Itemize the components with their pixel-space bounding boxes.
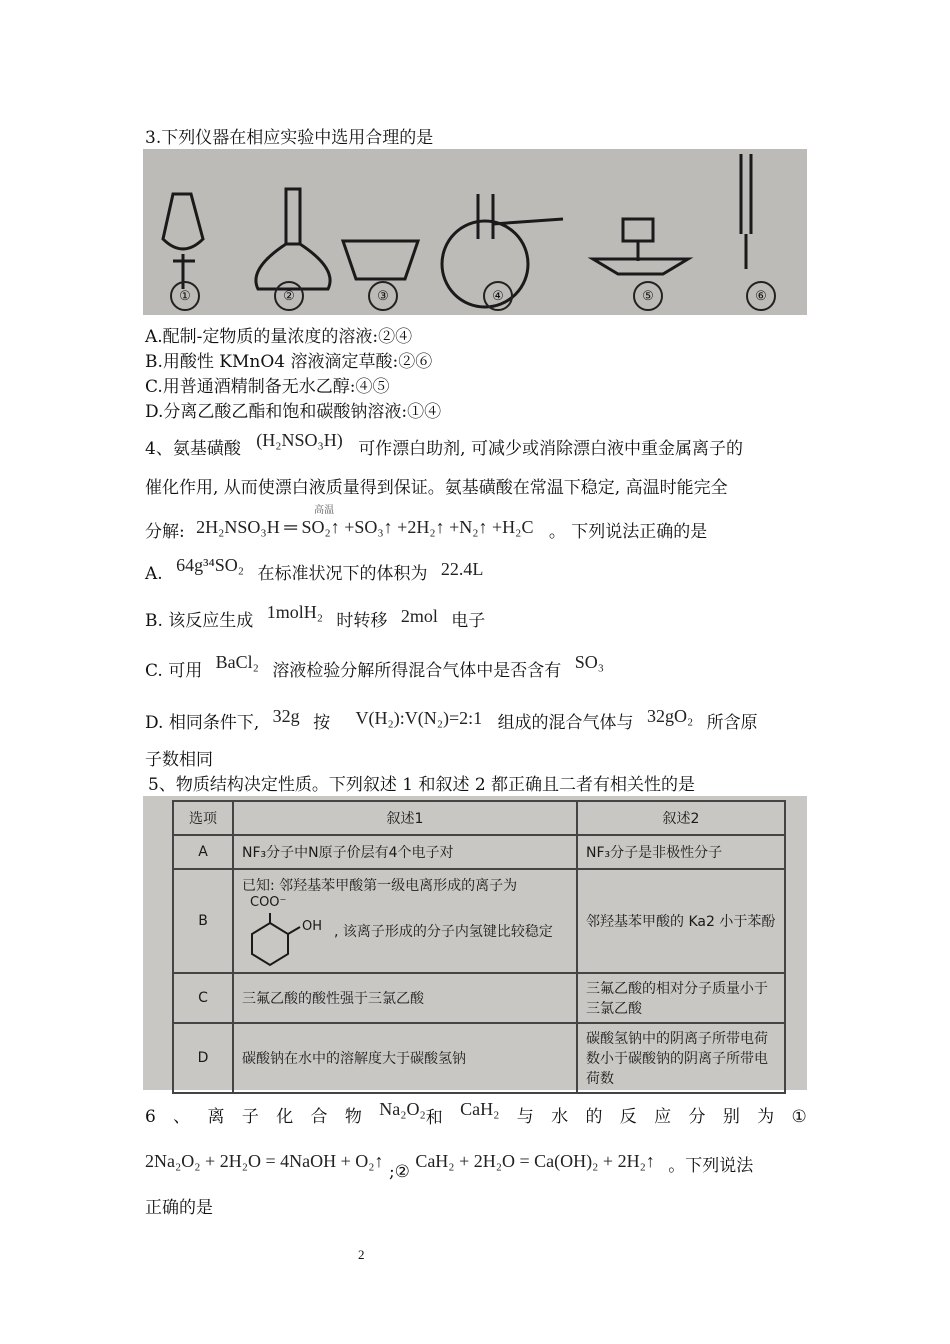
apparatus-drawing [143,149,807,315]
row-d-option: D [173,1023,233,1093]
q4-option-a-text: 在标准状况下的体积为 [257,564,428,584]
q4-option-d-text: 按 [313,713,331,733]
q4-option-d-line2: 子数相同 [145,750,213,770]
q6-char: 的 [585,1107,603,1127]
q6-char: 别 [722,1107,740,1127]
q6-char: 6 [145,1107,156,1127]
q4-option-a [145,555,484,585]
q4-option-c [145,652,605,682]
q4-line3-suffix: 。 下列说法正确的是 [548,522,708,542]
q4-option-a-label: A. [145,564,163,584]
q4-option-c-value: SO₃ [574,652,605,672]
q6-char: 离 [207,1107,225,1127]
row-a-statement-2: NF₃分子是非极性分子 [577,835,785,869]
q4-stem-b: 可作漂白助剂, 可减少或消除漂白液中重金属离子的 [358,439,743,459]
q6-char: 应 [654,1107,672,1127]
row-c-statement-2: 三氟乙酸的相对分子质量小于三氯乙酸 [577,973,785,1023]
apparatus-label-6: ⑥ [746,281,776,311]
q4-option-d-label: D. 相同条件下, [145,713,260,733]
q4-option-b [145,602,486,632]
page-number: 2 [358,1247,365,1262]
q4-option-c-label: C. 可用 [145,661,203,681]
q6-char: 与 [516,1107,534,1127]
row-b-statement-1 [233,869,577,973]
table-row [173,1023,785,1093]
row-b-statement-1-b: , 该离子形成的分子内氢键比较稳定 [334,924,553,940]
q4-option-d-value: 32gO₂ [646,706,694,726]
table-row [173,869,785,973]
q3-option-a: A.配制-定物质的量浓度的溶液:②④ [145,327,413,347]
q4-option-d-ratio: V(H₂):V(N₂)=2:1 [355,708,483,728]
q3-option-b: B.用酸性 KMnO4 溶液滴定草酸:②⑥ [145,352,433,372]
q4-line3-prefix: 分解: [145,522,185,542]
carboxylate-label: COO⁻ [250,895,287,910]
apparatus-photo [143,149,807,315]
row-b-statement-2: 邻羟基苯甲酸的 Ka2 小于苯酚 [577,869,785,973]
header-statement-2: 叙述2 [577,801,785,835]
apparatus-label-3: ③ [368,281,398,311]
q5-table [172,800,786,1094]
q6-line-1 [145,1099,807,1129]
q4-option-b-label: B. 该反应生成 [145,611,254,631]
q6-tail: 。下列说法 [668,1156,754,1176]
benzene-structure [242,895,334,967]
table-row [173,835,785,869]
q4-option-d-formula: 32g [272,706,300,726]
apparatus-label-1: ① [170,281,200,311]
row-a-statement-1: NF₃分子中N原子价层有4个电子对 [233,835,577,869]
q4-option-b-tail: 电子 [451,611,486,631]
q4-option-d-tail: 所含原 [706,713,758,733]
q4-option-c-text: 溶液检验分解所得混合气体中是否含有 [272,661,562,681]
q4-condition: 高温 [314,505,335,516]
row-d-statement-2: 碳酸氢钠中的阴离子所带电荷数小于碳酸钠的阴离子所带电荷数 [577,1023,785,1093]
q4-option-b-text: 时转移 [336,611,388,631]
q6-char: 化 [276,1107,294,1127]
q4-option-d [145,706,758,734]
q3-option-d: D.分离乙酸乙酯和饱和碳酸钠溶液:①④ [145,402,442,422]
apparatus-label-4: ④ [483,281,513,311]
q4-line-3 [145,505,708,543]
q4-option-b-value: 2mol [400,606,438,626]
q6-line-3: 正确的是 [145,1198,213,1218]
q4-option-b-formula: 1molH₂ [266,602,323,622]
q4-option-a-formula: 64g³⁴SO₂ [176,555,245,575]
q6-char: 水 [551,1107,569,1127]
q6-and: 和 [425,1108,443,1128]
q3-option-c: C.用普通酒精制备无水乙醇:④⑤ [145,377,390,397]
q3-stem: 3.下列仪器在相应实验中选用合理的是 [145,128,434,148]
q4-line-1 [145,430,743,460]
q6-separator: ;② [388,1162,410,1182]
q4-line-2: 催化作用, 从而使漂白液质量得到保证。氨基磺酸在常温下稳定, 高温时能完全 [145,478,728,498]
header-option: 选项 [173,801,233,835]
row-a-option: A [173,835,233,869]
q4-formula-main: (H₂NSO₃H) [256,430,343,450]
q6-char: ① [791,1107,807,1127]
q6-char: 子 [241,1107,259,1127]
q6-char: 合 [310,1107,328,1127]
q6-equation-1: 2Na₂O₂ + 2H₂O = 4NaOH + O₂↑ [145,1151,384,1171]
q6-formula-cah2: CaH₂ [460,1099,500,1119]
header-statement-1: 叙述1 [233,801,577,835]
q6-char: 反 [619,1107,637,1127]
q6-formula-na2o2: Na₂O₂ [379,1099,426,1119]
q5-stem: 5、物质结构决定性质。下列叙述 1 和叙述 2 都正确且二者有相关性的是 [148,775,696,795]
q6-char: 为 [757,1107,775,1127]
q6-char: 物 [344,1107,362,1127]
row-b-statement-1-a: 已知: 邻羟基苯甲酸第一级电离形成的离子为 [242,878,518,894]
q4-option-a-value: 22.4L [440,559,484,579]
row-c-option: C [173,973,233,1023]
row-b-option: B [173,869,233,973]
q6-equation-2: CaH₂ + 2H₂O = Ca(OH)₂ + 2H₂↑ [415,1151,655,1171]
q4-equation: 2H₂NSO₃H ═ SO₂↑ +SO₃↑ +2H₂↑ +N₂↑ +H₂C [196,517,534,537]
q6-char: 分 [688,1107,706,1127]
apparatus-label-5: ⑤ [633,281,663,311]
q4-stem-a: 4、氨基磺酸 [145,439,241,459]
q6-char: 、 [173,1107,191,1127]
hydroxyl-label: OH [302,919,323,934]
q4-option-d-text2: 组成的混合气体与 [497,713,634,733]
q6-line-2 [145,1151,754,1182]
apparatus-label-2: ② [274,281,304,311]
row-d-statement-1: 碳酸钠在水中的溶解度大于碳酸氢钠 [233,1023,577,1093]
table-header-row [173,801,785,835]
q6-formula-group [379,1099,443,1129]
q4-option-c-formula: BaCl₂ [215,652,259,672]
table-row [173,973,785,1023]
row-c-statement-1: 三氟乙酸的酸性强于三氯乙酸 [233,973,577,1023]
